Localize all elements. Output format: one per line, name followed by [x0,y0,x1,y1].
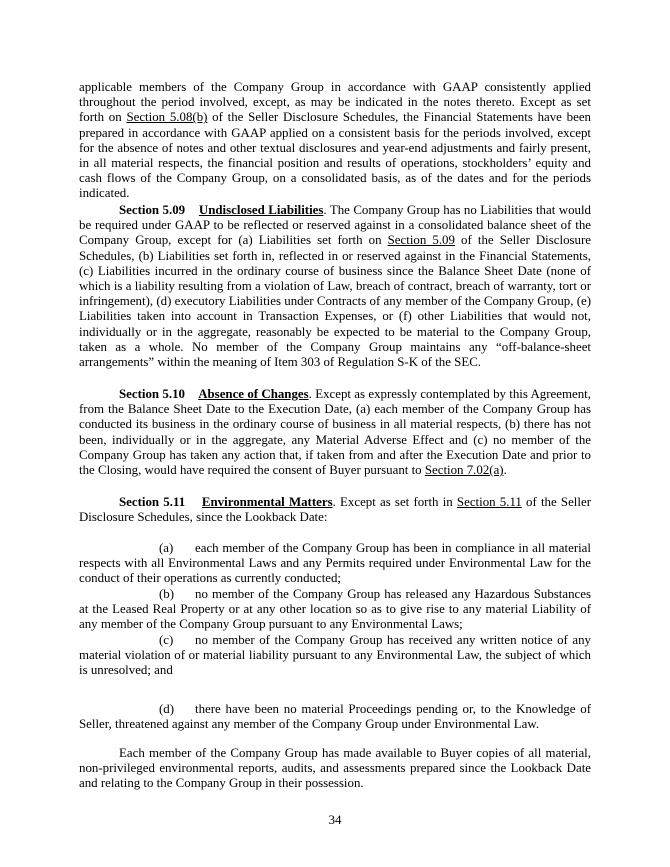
section-number: Section 5.11 [119,495,186,509]
list-item-label: (a) [159,541,174,555]
paragraph-financial-statements [79,80,591,202]
paragraph-text: . [503,463,507,478]
list-item-text: there have been no material Proceedings pending or, to the Knowledge of Seller, threatened against any member of the Company Group under Environmental Law. [79,702,591,732]
section-title: Environmental Matters [201,495,333,509]
list-item-label: (c) [159,633,174,647]
paragraph-text: of the Seller Disclosure Schedules, (b) Liabilities set forth in, reflected in or reserved against in the Financial Statements, (c) Liabilities incurred in the ordinary course of business since the Balance Sheet Date (none of which is a liability resulting from a violation of Law, breach of contract, breach of warranty, tort or infringement), (d) executory Liabilities under Contracts of any member of the Company Group, (e) Liabilities taken into account in Transaction Expenses, or (f) other Liabilities that would not, individually or in the aggregate, reasonably be expected to be material to the Company Group, taken as a whole. No member of the Company Group maintains any “off-balance-sheet arrangements” within the meaning of Item 303 of Regulation S-K of the SEC. [79,233,592,370]
list-item-text: each member of the Company Group has been in compliance in all material respects with all Environmental Laws and any Permits required under Environmental Law for the conduct of their operations as currently conducted; [79,541,591,586]
list-item-text: no member of the Company Group has released any Hazardous Substances at the Leased Real Property or at any other location so as to give rise to any material Liability of any member of the Company Group pursuant to any Environmental Laws; [79,587,591,632]
section-5-10-paragraph [79,387,591,478]
section-number: Section 5.10 [119,387,185,401]
list-item-d [79,702,591,732]
paragraph-text: of the Seller Disclosure Schedules, since the Lookback Date: [79,495,591,525]
section-reference: Section 5.08(b) [126,110,208,125]
list-item-label: (b) [159,587,175,601]
section-title: Undisclosed Liabilities [198,203,324,217]
section-number: Section 5.09 [119,203,186,217]
environmental-reports-paragraph [79,746,591,792]
page-number: 34 [328,812,342,827]
list-item-b [79,587,591,633]
paragraph-text: Each member of the Company Group has made available to Buyer copies of all material, non-privileged environmental reports, audits, and assessments prepared since the Lookback Date and relating to the Company Group in their possession. [79,746,591,791]
section-reference: Section 7.02(a) [424,463,504,478]
paragraph-text: of the Seller Disclosure Schedules, the Financial Statements have been prepared in accordance with GAAP applied on a consistent basis for the periods involved, except for the absence of notes and other textual disclosures and year-end adjustments and fairly present, in all material respects, the financial position and results of operations, stockholders’ equity and cash flows of the Company Group, on a consolidated basis, as of the dates and for the periods indicated. [79,110,591,201]
section-5-11-paragraph [79,495,591,525]
paragraph-text: . Except as set forth in [332,495,457,509]
paragraph-text: . The Company Group has no Liabilities that would be required under GAAP to be reflected or reserved against in a consolidated balance sheet of the Company Group, except for (a) Liabilities set forth on [79,203,591,248]
section-reference: Section 5.09 [387,233,455,248]
section-reference: Section 5.11 [456,495,522,509]
paragraph-text: . Except as expressly contemplated by this Agreement, from the Balance Sheet Date to the Execution Date, (a) each member of the Company Group has conducted its business in the ordinary course of business in all material respects, (b) there has not been, individually or in the aggregate, any Material Adverse Effect and (c) no member of the Company Group has taken any action that, if taken from and after the Execution Date and prior to the Closing, would have required the consent of Buyer pursuant to [79,387,591,478]
paragraph-text: applicable members of the Company Group in accordance with GAAP consistently applied throughout the period involved, except, as may be indicated in the notes thereto. Except as set forth on [79,80,591,125]
list-item-label: (d) [159,702,175,716]
section-title: Absence of Changes [198,387,309,401]
list-item-c [79,633,591,679]
section-5-09-paragraph [79,203,591,370]
list-item-a [79,541,591,587]
list-item-text: no member of the Company Group has received any written notice of any material violation of or material liability pursuant to any Environmental Law, the subject of which is unresolved; and [79,633,591,678]
